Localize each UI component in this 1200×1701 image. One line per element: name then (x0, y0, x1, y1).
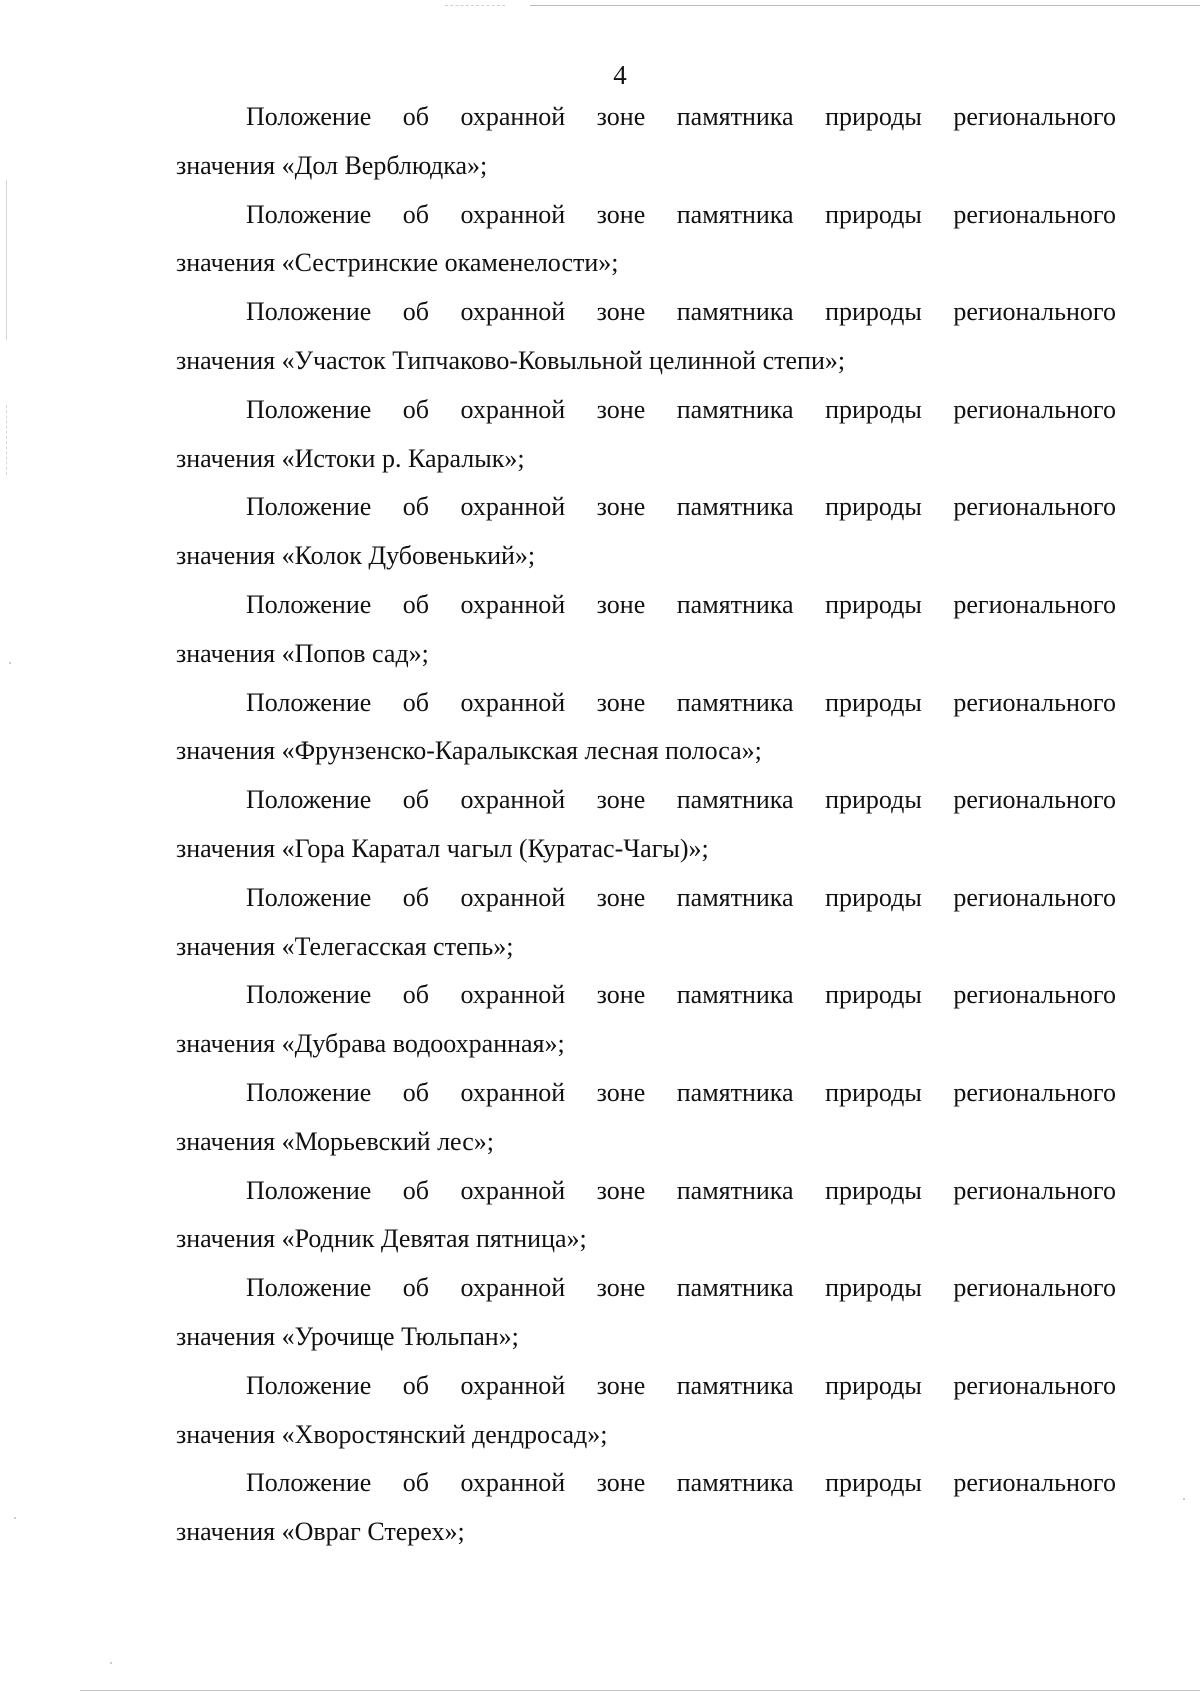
heading-word: охранной (460, 1468, 566, 1498)
heading-word: регионального (953, 199, 1116, 229)
regulation-list-item (176, 581, 1116, 679)
heading-word: памятника (676, 687, 794, 717)
heading-word: регионального (953, 102, 1116, 131)
heading-word: природы (825, 1273, 922, 1303)
heading-word: природы (825, 882, 922, 912)
list-item-title-line: значения «Дол Верблюдка»; (176, 150, 488, 180)
heading-word: памятника (676, 102, 794, 131)
regulation-list-item (176, 1264, 1116, 1362)
heading-word: Положение (246, 1370, 372, 1400)
heading-word: природы (825, 687, 922, 717)
heading-word: охранной (460, 102, 566, 131)
regulation-list-item (176, 386, 1116, 484)
heading-word: регионального (953, 394, 1116, 424)
heading-word: охранной (460, 492, 566, 522)
heading-word: об (402, 199, 430, 229)
scan-artifact-speck (1183, 1498, 1185, 1500)
heading-word: регионального (953, 1077, 1116, 1107)
heading-word: регионального (953, 785, 1116, 815)
list-item-title-line: значения «Овраг Стерех»; (176, 1517, 465, 1547)
regulation-list-item (176, 288, 1116, 386)
heading-word: об (402, 1468, 430, 1498)
heading-word: зоне (596, 1077, 646, 1107)
heading-word: природы (825, 394, 922, 424)
heading-word: охранной (460, 394, 566, 424)
list-item-title-line: значения «Участок Типчаково-Ковыльной целинной степи»; (176, 345, 846, 375)
regulation-list-item (176, 1069, 1116, 1167)
heading-word: об (402, 589, 430, 619)
heading-word: зоне (596, 394, 646, 424)
heading-word: Положение (246, 492, 372, 522)
heading-word: об (402, 492, 430, 522)
heading-word: Положение (246, 102, 372, 131)
heading-word: регионального (953, 1370, 1116, 1400)
heading-word: Положение (246, 1175, 372, 1205)
heading-word: охранной (460, 1370, 566, 1400)
heading-word: охранной (460, 785, 566, 815)
list-item-heading-line (176, 874, 1116, 923)
scan-artifact-speck (14, 1517, 16, 1519)
heading-word: природы (825, 785, 922, 815)
heading-word: об (402, 102, 430, 131)
list-item-heading-line (176, 1459, 1116, 1508)
heading-word: Положение (246, 687, 372, 717)
list-item-heading-line (176, 1167, 1116, 1216)
scan-artifact-left-mark (6, 180, 7, 340)
heading-word: регионального (953, 980, 1116, 1010)
heading-word: природы (825, 980, 922, 1010)
heading-word: зоне (596, 1468, 646, 1498)
heading-word: охранной (460, 1077, 566, 1107)
list-item-title-line: значения «Колок Дубовенький»; (176, 541, 536, 571)
list-item-heading-line (176, 386, 1116, 435)
heading-word: памятника (676, 1273, 794, 1303)
heading-word: регионального (953, 687, 1116, 717)
list-item-title-line: значения «Истоки р. Каралык»; (176, 443, 525, 473)
heading-word: природы (825, 199, 922, 229)
heading-word: охранной (460, 1273, 566, 1303)
heading-word: природы (825, 1077, 922, 1107)
regulation-list-item (176, 191, 1116, 289)
heading-word: Положение (246, 1468, 372, 1498)
heading-word: об (402, 1077, 430, 1107)
list-item-heading-line (176, 93, 1116, 142)
list-item-heading-line (176, 191, 1116, 240)
heading-word: Положение (246, 882, 372, 912)
heading-word: Положение (246, 589, 372, 619)
heading-word: Положение (246, 1077, 372, 1107)
heading-word: зоне (596, 102, 646, 131)
scan-artifact-bottom-line (80, 1690, 1200, 1691)
heading-word: Положение (246, 297, 372, 327)
regulation-list-item (176, 1362, 1116, 1460)
list-item-heading-line (176, 1362, 1116, 1411)
heading-word: памятника (676, 1175, 794, 1205)
heading-word: об (402, 1273, 430, 1303)
list-item-heading-line (176, 1069, 1116, 1118)
heading-word: охранной (460, 199, 566, 229)
heading-word: зоне (596, 589, 646, 619)
heading-word: памятника (676, 1370, 794, 1400)
list-item-title-line: значения «Гора Каратал чагыл (Куратас-Чагы)»; (176, 833, 709, 863)
heading-word: об (402, 1370, 430, 1400)
list-item-title-line: значения «Морьевский лес»; (176, 1126, 495, 1156)
heading-word: природы (825, 1370, 922, 1400)
heading-word: об (402, 297, 430, 327)
list-item-heading-line (176, 288, 1116, 337)
list-item-heading-line (176, 679, 1116, 728)
heading-word: Положение (246, 394, 372, 424)
heading-word: зоне (596, 297, 646, 327)
heading-word: зоне (596, 882, 646, 912)
list-item-title-line: значения «Дубрава водоохранная»; (176, 1029, 565, 1059)
list-item-title-line: значения «Телегасская степь»; (176, 931, 514, 961)
heading-word: памятника (676, 1077, 794, 1107)
heading-word: природы (825, 297, 922, 327)
list-item-heading-line (176, 581, 1116, 630)
heading-word: зоне (596, 1175, 646, 1205)
heading-word: об (402, 882, 430, 912)
heading-word: природы (825, 1468, 922, 1498)
heading-word: памятника (676, 1468, 794, 1498)
document-body (176, 93, 1116, 1557)
regulation-list-item (176, 679, 1116, 777)
regulation-list-item (176, 93, 1116, 191)
regulation-list-item (176, 1167, 1116, 1265)
heading-word: памятника (676, 882, 794, 912)
list-item-heading-line (176, 776, 1116, 825)
heading-word: Положение (246, 980, 372, 1010)
heading-word: памятника (676, 297, 794, 327)
regulation-list-item (176, 874, 1116, 972)
scan-artifact-left-mark (6, 405, 7, 475)
heading-word: регионального (953, 1273, 1116, 1303)
heading-word: Положение (246, 785, 372, 815)
heading-word: зоне (596, 980, 646, 1010)
scan-artifact-speck (9, 662, 11, 664)
heading-word: памятника (676, 199, 794, 229)
heading-word: природы (825, 492, 922, 522)
heading-word: памятника (676, 589, 794, 619)
heading-word: охранной (460, 980, 566, 1010)
regulation-list-item (176, 483, 1116, 581)
list-item-title-line: значения «Попов сад»; (176, 638, 429, 668)
heading-word: зоне (596, 687, 646, 717)
page-number: 4 (613, 60, 627, 90)
list-item-title-line: значения «Фрунзенско-Каралыкская лесная полоса»; (176, 736, 762, 766)
regulation-list-item (176, 1459, 1116, 1557)
list-item-heading-line (176, 483, 1116, 532)
regulation-list-item (176, 776, 1116, 874)
heading-word: об (402, 785, 430, 815)
list-item-title-line: значения «Урочище Тюльпан»; (176, 1321, 519, 1351)
heading-word: регионального (953, 297, 1116, 327)
list-item-heading-line (176, 1264, 1116, 1313)
heading-word: об (402, 687, 430, 717)
heading-word: охранной (460, 687, 566, 717)
heading-word: зоне (596, 199, 646, 229)
heading-word: памятника (676, 394, 794, 424)
heading-word: об (402, 1175, 430, 1205)
heading-word: Положение (246, 1273, 372, 1303)
heading-word: памятника (676, 785, 794, 815)
heading-word: регионального (953, 1175, 1116, 1205)
scan-artifact-top-line (530, 5, 1200, 6)
heading-word: Положение (246, 199, 372, 229)
heading-word: охранной (460, 589, 566, 619)
heading-word: памятника (676, 980, 794, 1010)
heading-word: природы (825, 102, 922, 131)
heading-word: регионального (953, 882, 1116, 912)
heading-word: природы (825, 589, 922, 619)
list-item-heading-line (176, 971, 1116, 1020)
heading-word: регионального (953, 492, 1116, 522)
heading-word: охранной (460, 882, 566, 912)
scan-artifact-speck (110, 1662, 112, 1664)
scan-artifact-top-dash (445, 5, 505, 6)
heading-word: памятника (676, 492, 794, 522)
list-item-title-line: значения «Хворостянский дендросад»; (176, 1419, 608, 1449)
heading-word: регионального (953, 1468, 1116, 1498)
heading-word: об (402, 980, 430, 1010)
heading-word: природы (825, 1175, 922, 1205)
list-item-title-line: значения «Сестринские окаменелости»; (176, 248, 619, 278)
heading-word: зоне (596, 1273, 646, 1303)
heading-word: зоне (596, 492, 646, 522)
heading-word: регионального (953, 589, 1116, 619)
heading-word: зоне (596, 1370, 646, 1400)
heading-word: охранной (460, 297, 566, 327)
heading-word: зоне (596, 785, 646, 815)
heading-word: охранной (460, 1175, 566, 1205)
heading-word: об (402, 394, 430, 424)
list-item-title-line: значения «Родник Девятая пятница»; (176, 1224, 587, 1254)
regulation-list-item (176, 971, 1116, 1069)
